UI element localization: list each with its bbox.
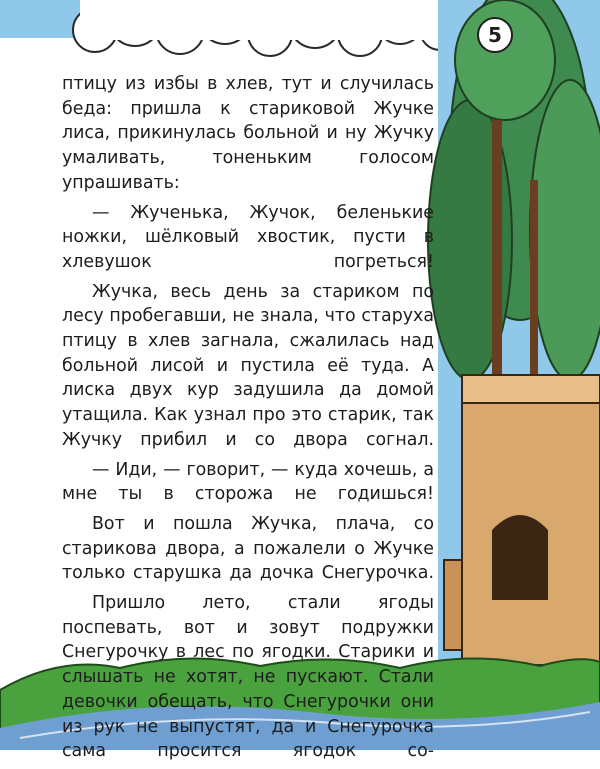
paragraph-2: — Жученька, Жучок, беленькие ножки, шёлковый хвостик, пусти в хлевушок погреться! xyxy=(62,202,434,272)
clouds xyxy=(73,0,460,56)
paragraph-6: Пришло лето, стали ягоды поспевать, вот и зовут подружки Снегурочку в лес по ягодки. Старики и слышать не хотят, не пускают. Стали девочки обещать, что Снегурочки они из рук не выпустят, да и Снегурочка сама просится ягодок со- xyxy=(62,593,434,762)
stove xyxy=(444,375,600,665)
paragraph-3: Жучка, весь день за стариком по лесу пробегавши, не знала, что старуха птицу в хлев загнала, сжалилась над больной лисой и пустила её туда. А лиска двух кур задушила да домой утащила. Как узнал про это старик, так Жучку прибил и со двора согнал. xyxy=(62,281,434,450)
paragraph-5: Вот и пошла Жучка, плача, со старикова двора, а пожалели о Жучке только старушка да дочка Снегурочка. xyxy=(62,513,434,584)
page-number: 5 xyxy=(477,17,513,53)
paragraph-1: птицу из избы в хлев, тут и случилась беда: пришла к стариковой Жучке лиса, прикинулась больной и ну Жучку умаливать, тоненьким голосом упрашивать: xyxy=(62,74,434,193)
story-text xyxy=(62,72,434,769)
paragraph-4: — Иди, — говорит, — куда хочешь, а мне ты в сторожа не годишься! xyxy=(62,459,434,505)
